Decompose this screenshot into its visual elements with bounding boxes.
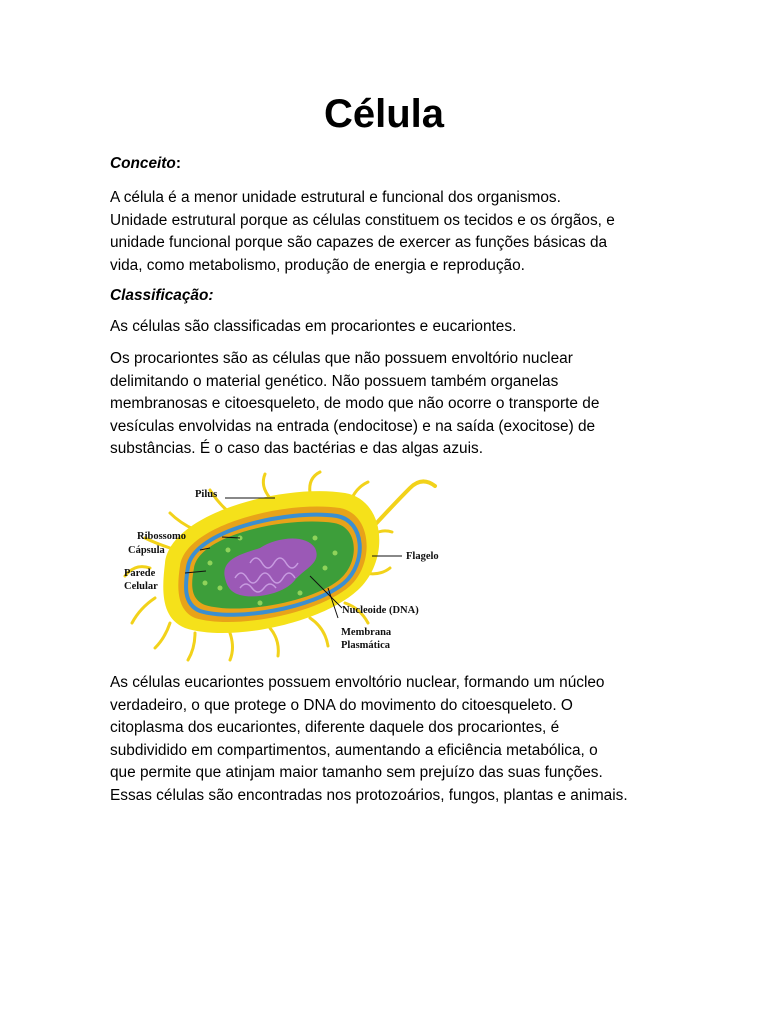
page-title: Célula bbox=[323, 92, 445, 136]
concept-heading bbox=[110, 153, 670, 176]
eukaryote-line: citoplasma dos eucariontes, diferente daquele dos procariontes, é bbox=[110, 719, 560, 736]
eukaryote-line: que permite que atinjam maior tamanho sem prejuízo das suas funções. bbox=[110, 764, 603, 781]
classification-heading-label: Classificação: bbox=[110, 287, 214, 304]
concept-heading-label: Conceito bbox=[110, 155, 176, 172]
eukaryote-line: verdadeiro, o que protege o DNA do movimento do citoesqueleto. O bbox=[110, 696, 573, 714]
eukaryote-line: Essas células são encontradas nos protozoários, fungos, plantas e animais. bbox=[110, 786, 628, 804]
classification-intro bbox=[110, 316, 670, 339]
label-flagellum: Flagelo bbox=[406, 551, 439, 562]
label-capsule: Cápsula bbox=[128, 545, 165, 556]
bacteria-diagram bbox=[110, 468, 460, 663]
prokaryote-line: vesículas envolvidas na entrada (endocitose) e na saída (exocitose) de bbox=[110, 417, 596, 435]
prokaryote-line: membranosas e citoesqueleto, de modo que não ocorre o transporte de bbox=[110, 395, 600, 412]
label-ribosome: Ribossomo bbox=[137, 531, 187, 542]
label-membrane-1: Membrana bbox=[341, 627, 392, 638]
label-cell-wall-2: Celular bbox=[124, 581, 158, 592]
eukaryote-line: As células eucariontes possuem envoltório nuclear, formando um núcleo bbox=[110, 674, 605, 691]
label-pilus: Pilus bbox=[195, 489, 218, 500]
label-cell-wall-1: Parede bbox=[124, 568, 156, 579]
prokaryote-line: delimitando o material genético. Não possuem também organelas bbox=[110, 372, 559, 390]
classification-intro-line: As células são classificadas em procariontes e eucariontes. bbox=[110, 318, 517, 335]
concept-line: vida, como metabolismo, produção de energia e reprodução. bbox=[110, 256, 525, 274]
concept-line: A célula é a menor unidade estrutural e funcional dos organismos. bbox=[110, 189, 561, 206]
classification-heading bbox=[110, 285, 670, 308]
concept-line: Unidade estrutural porque as células constituem os tecidos e os órgãos, e bbox=[110, 211, 615, 229]
label-nucleoid: Nucleoide (DNA) bbox=[342, 605, 419, 616]
bacteria-diagram-svg bbox=[110, 468, 460, 663]
concept-line: unidade funcional porque são capazes de exercer as funções básicas da bbox=[110, 234, 608, 251]
prokaryote-line: substâncias. É o caso das bactérias e das algas azuis. bbox=[110, 440, 484, 457]
prokaryote-line: Os procariontes são as células que não possuem envoltório nuclear bbox=[110, 350, 573, 367]
flagellum-strand bbox=[372, 481, 435, 528]
concept-paragraph bbox=[110, 187, 670, 277]
prokaryote-paragraph bbox=[110, 348, 670, 461]
concept-heading-colon: : bbox=[175, 155, 181, 172]
label-membrane-2: Plasmática bbox=[341, 640, 390, 651]
eukaryote-paragraph bbox=[110, 672, 670, 807]
eukaryote-line: subdividido em compartimentos, aumentando a eficiência metabólica, o bbox=[110, 741, 598, 759]
